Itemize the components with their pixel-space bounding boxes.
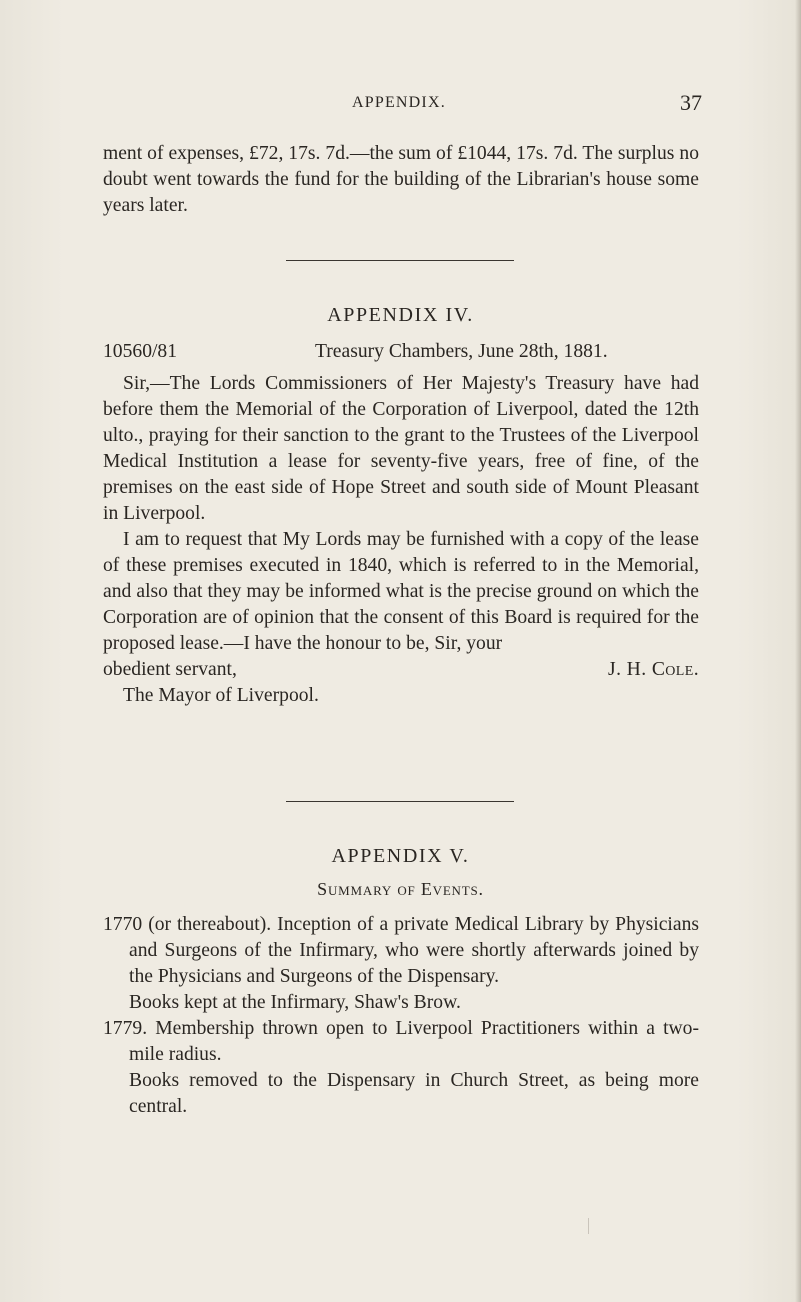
letter-paragraph-1: Sir,—The Lords Commissioners of Her Majesty's Treasury have had before them the Memorial of the Corporation of Liverpool, dated the 12th ulto., praying for their sanction to the grant to the Trustees of the Liverpool Medical Institution a lease for seventy-five years, free of fine, of the premises on the east side of Hope Street and south side of Mount Pleasant in Liverpool.: [103, 373, 699, 524]
letter-addressee: The Mayor of Liverpool.: [123, 685, 319, 706]
event-entry: [103, 990, 699, 1016]
event-year: 1770: [103, 914, 143, 935]
running-title: APPENDIX.: [352, 94, 446, 111]
letter-dateline: Treasury Chambers, June 28th, 1881.: [315, 341, 608, 362]
event-entry: [103, 1068, 699, 1120]
event-text: Membership thrown open to Liverpool Practitioners within a two-mile radius.: [129, 1018, 699, 1065]
appendix-iv-heading: APPENDIX IV.: [327, 304, 474, 326]
appendix-v-subheading: Summary of Events.: [317, 879, 484, 899]
event-entry: [103, 912, 699, 990]
section-divider: [286, 260, 514, 261]
event-text: (or thereabout). Inception of a private Medical Library by Physicians and Surgeons of the Infirmary, who were shortly afterwards joined by the Physicians and Surgeons of the Dispensary.: [129, 914, 699, 987]
event-text: Books kept at the Infirmary, Shaw's Brow.: [129, 992, 461, 1013]
continued-paragraph: [103, 141, 699, 219]
event-year: 1779.: [103, 1018, 148, 1039]
intro-paragraph: ment of expenses, £72, 17s. 7d.—the sum of £1044, 17s. 7d. The surplus no doubt went towards the fund for the building of the Librarian's house some years later.: [103, 143, 699, 216]
letter-header: [103, 341, 699, 367]
appendix-v-heading: APPENDIX V.: [331, 845, 470, 867]
letter-closing: obedient servant,: [103, 659, 237, 680]
page-edge-shadow: [795, 0, 801, 1302]
event-text: Books removed to the Dispensary in Church Street, as being more central.: [129, 1070, 699, 1117]
letter-closing-line: [103, 657, 699, 683]
paper-mark: [588, 1218, 589, 1234]
reference-number: 10560/81: [103, 341, 178, 362]
section-divider: [286, 801, 514, 802]
event-entry: [103, 1016, 699, 1068]
letter-signature: J. H. Cole.: [608, 659, 699, 680]
letter-body: [103, 371, 699, 709]
events-list: [103, 912, 699, 1120]
letter-paragraph-2: I am to request that My Lords may be furnished with a copy of the lease of these premises executed in 1840, which is referred to in the Memorial, and also that they may be informed what is the precise ground on which the Corporation are of opinion that the consent of this Board is required for the proposed lease.—I have the honour to be, Sir, your: [103, 529, 699, 654]
page-number: 37: [680, 90, 702, 115]
running-head: [0, 90, 801, 120]
